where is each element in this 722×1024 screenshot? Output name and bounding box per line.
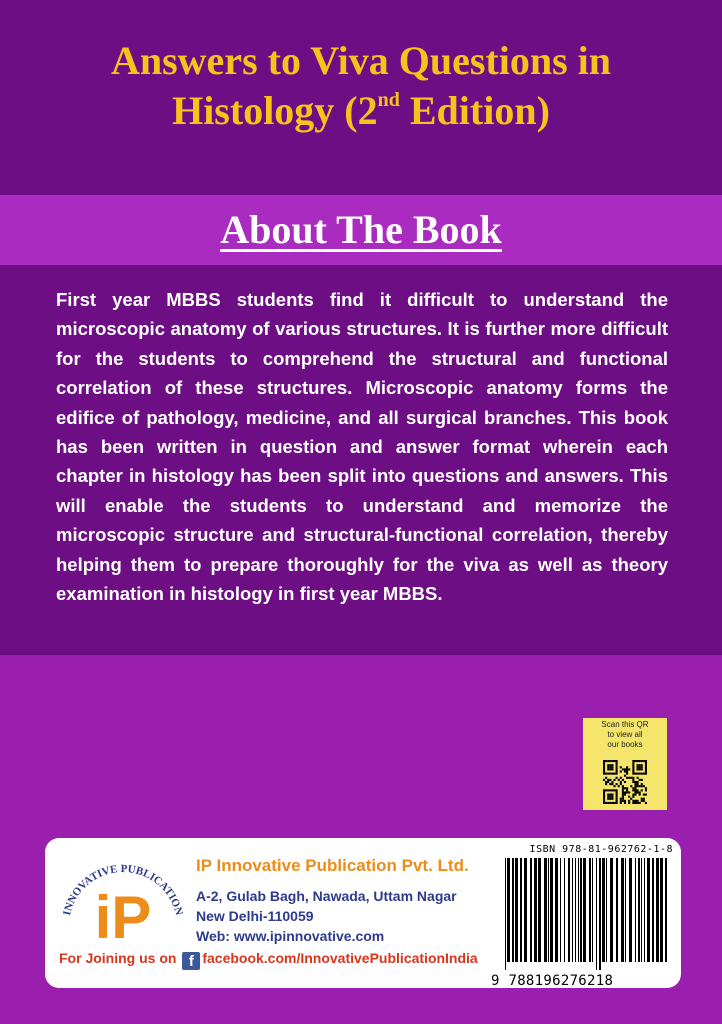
qr-module [616, 768, 618, 770]
barcode-bar [575, 858, 576, 962]
qr-module [618, 785, 620, 787]
qr-module [641, 779, 643, 781]
qr-module [632, 773, 634, 775]
qr-module [639, 760, 641, 762]
barcode-bar [520, 858, 522, 962]
qr-module [620, 802, 622, 804]
qr-module [643, 798, 645, 800]
facebook-link[interactable]: facebook.com/InnovativePublicationIndia [202, 950, 478, 966]
qr-module [634, 800, 636, 802]
facebook-icon[interactable]: f [182, 952, 200, 970]
qr-module [634, 789, 636, 791]
qr-module [630, 798, 632, 800]
qr-module [637, 777, 639, 779]
qr-module [641, 789, 643, 791]
qr-module [632, 777, 634, 779]
qr-module [628, 791, 630, 793]
qr-module [620, 770, 622, 772]
qr-module [637, 773, 639, 775]
qr-module [645, 768, 647, 770]
qr-module [632, 770, 634, 772]
qr-module [611, 796, 613, 798]
qr-module [630, 777, 632, 779]
qr-module [611, 798, 613, 800]
qr-module [645, 773, 647, 775]
publisher-address [196, 886, 457, 946]
qr-module [609, 768, 611, 770]
qr-module [624, 770, 626, 772]
qr-module [609, 764, 611, 766]
qr-module [622, 800, 624, 802]
barcode-bar [583, 858, 586, 962]
qr-module [622, 794, 624, 796]
qr-module [626, 777, 628, 779]
qr-caption [583, 720, 667, 750]
qr-module [624, 802, 626, 804]
qr-module [603, 802, 605, 804]
qr-module [637, 760, 639, 762]
isbn-barcode [491, 844, 673, 989]
qr-module [613, 760, 615, 762]
qr-module [637, 800, 639, 802]
qr-module [603, 760, 605, 762]
qr-module [607, 802, 609, 804]
qr-module [611, 802, 613, 804]
publisher-panel [45, 838, 681, 988]
qr-caption-line: our books [607, 740, 643, 749]
qr-module [639, 794, 641, 796]
qr-module [611, 789, 613, 791]
qr-module [609, 789, 611, 791]
qr-module [634, 802, 636, 804]
barcode-bar [505, 858, 506, 970]
qr-module [607, 794, 609, 796]
barcode-bar [656, 858, 659, 962]
qr-module [616, 800, 618, 802]
barcode-bar [641, 858, 642, 962]
qr-module [637, 766, 639, 768]
qr-module [620, 783, 622, 785]
qr-module [639, 773, 641, 775]
publisher-logo-icon [55, 846, 190, 946]
qr-module [616, 796, 618, 798]
barcode-bar [555, 858, 558, 962]
barcode-bar [629, 858, 632, 962]
qr-module [613, 773, 615, 775]
barcode-bar [599, 858, 601, 970]
qr-module [603, 762, 605, 764]
qr-module [616, 770, 618, 772]
publisher-name: IP Innovative Publication Pvt. Ltd. [196, 856, 469, 875]
qr-module [611, 781, 613, 783]
qr-module [611, 760, 613, 762]
barcode-bar [568, 858, 570, 962]
barcode-bar [592, 858, 593, 962]
barcode-bar [625, 858, 626, 962]
qr-module [634, 760, 636, 762]
qr-module [637, 785, 639, 787]
qr-module [634, 781, 636, 783]
qr-module [603, 779, 605, 781]
qr-module [641, 764, 643, 766]
qr-module [645, 794, 647, 796]
qr-module [616, 783, 618, 785]
qr-module [632, 779, 634, 781]
qr-module [634, 794, 636, 796]
barcode-bar [665, 858, 667, 962]
qr-module [622, 796, 624, 798]
qr-module [624, 800, 626, 802]
qr-module [613, 789, 615, 791]
qr-box [583, 718, 667, 810]
logo-mark: iP [94, 884, 152, 946]
barcode-bar [512, 858, 514, 962]
qr-module [628, 802, 630, 804]
qr-caption-line: to view all [607, 730, 643, 739]
qr-module [603, 770, 605, 772]
qr-module [643, 773, 645, 775]
barcode-bar [507, 858, 510, 962]
qr-module [622, 785, 624, 787]
isbn-label: ISBN 978-81-962762-1-8 [529, 844, 673, 855]
qr-module [630, 785, 632, 787]
qr-module [616, 760, 618, 762]
barcode-bar [635, 858, 636, 962]
qr-module [639, 802, 641, 804]
qr-module [611, 783, 613, 785]
qr-module [641, 798, 643, 800]
barcode-bar [544, 858, 547, 962]
qr-module [634, 787, 636, 789]
qr-module [605, 773, 607, 775]
qr-module [626, 766, 628, 768]
qr-module [607, 760, 609, 762]
book-description: First year MBBS students find it difficult to understand the microscopic anatomy of various structures. It is further more difficult for the students to comprehend the structural and functional correlation of these structures. Microscopic anatomy forms the edifice of pathology, medicine, and all surgical branches. This book has been written in question and answer format wherein each chapter in histology has been split into questions and answers. This will enable the students to understand and memorize the microscopic structure and structural-functional correlation, thereby helping them to prepare thoroughly for the viva as well as theory examination in histology in first year MBBS. [56, 289, 668, 605]
qr-module [637, 764, 639, 766]
qr-module [620, 798, 622, 800]
qr-module [609, 766, 611, 768]
qr-module [620, 766, 622, 768]
qr-module [622, 787, 624, 789]
qr-module [645, 760, 647, 762]
qr-module [628, 768, 630, 770]
qr-module [632, 766, 634, 768]
qr-module [603, 789, 605, 791]
qr-module [607, 764, 609, 766]
barcode-bar [550, 858, 553, 962]
qr-module [628, 777, 630, 779]
barcode-bars [491, 858, 673, 970]
qr-module [613, 785, 615, 787]
qr-code-icon[interactable] [603, 760, 647, 804]
barcode-bar [644, 858, 645, 962]
qr-module [624, 787, 626, 789]
barcode-bar [560, 858, 561, 962]
qr-module [620, 781, 622, 783]
qr-module [620, 777, 622, 779]
qr-module [607, 781, 609, 783]
qr-module [622, 798, 624, 800]
qr-module [616, 777, 618, 779]
qr-module [641, 783, 643, 785]
qr-module [603, 766, 605, 768]
qr-module [643, 785, 645, 787]
qr-module [641, 773, 643, 775]
qr-module [624, 781, 626, 783]
barcode-bar [596, 858, 597, 970]
qr-module [616, 789, 618, 791]
qr-module [603, 798, 605, 800]
qr-module [616, 773, 618, 775]
qr-module [616, 798, 618, 800]
qr-module [637, 791, 639, 793]
qr-module [645, 770, 647, 772]
qr-module [632, 760, 634, 762]
barcode-bar [616, 858, 618, 962]
qr-module [634, 785, 636, 787]
qr-module [641, 768, 643, 770]
qr-module [611, 768, 613, 770]
qr-module [620, 800, 622, 802]
title-superscript: nd [377, 89, 400, 111]
qr-module [609, 773, 611, 775]
barcode-bar [638, 858, 640, 962]
qr-module [645, 789, 647, 791]
qr-module [641, 760, 643, 762]
qr-module [641, 800, 643, 802]
qr-module [637, 789, 639, 791]
qr-module [609, 798, 611, 800]
barcode-bar [524, 858, 527, 962]
barcode-bar [589, 858, 591, 962]
qr-module [605, 802, 607, 804]
barcode-bar [530, 858, 532, 962]
qr-module [632, 787, 634, 789]
qr-module [637, 781, 639, 783]
qr-module [632, 789, 634, 791]
description-panel [0, 265, 722, 655]
qr-module [628, 800, 630, 802]
qr-module [624, 775, 626, 777]
logo-ring-text-path: INNOVATIVE PUBLICATION [61, 862, 185, 917]
title-part: Edition) [399, 88, 550, 133]
qr-module [607, 796, 609, 798]
qr-module [605, 777, 607, 779]
qr-module [643, 794, 645, 796]
qr-module [607, 766, 609, 768]
section-heading: About The Book [220, 207, 502, 252]
barcode-bar [602, 858, 605, 962]
barcode-bar [534, 858, 537, 962]
qr-module [632, 768, 634, 770]
qr-module [637, 768, 639, 770]
qr-module [641, 766, 643, 768]
qr-module [632, 781, 634, 783]
isbn-first-digit: 9 [491, 973, 500, 989]
qr-module [603, 796, 605, 798]
qr-module [603, 794, 605, 796]
qr-module [607, 789, 609, 791]
qr-module [626, 791, 628, 793]
qr-module [618, 779, 620, 781]
barcode-bar [610, 858, 613, 962]
qr-module [622, 768, 624, 770]
isbn-group1: 788196 [508, 973, 561, 989]
qr-module [626, 770, 628, 772]
qr-module [607, 773, 609, 775]
barcode-bar [578, 858, 579, 962]
barcode-bar [580, 858, 582, 962]
qr-module [613, 802, 615, 804]
qr-module [616, 766, 618, 768]
barcode-bar [660, 858, 663, 962]
qr-module [616, 764, 618, 766]
address-line: A-2, Gulab Bagh, Nawada, Uttam Nagar [196, 888, 457, 904]
qr-module [632, 764, 634, 766]
qr-module [609, 760, 611, 762]
qr-module [632, 796, 634, 798]
isbn-group2: 276218 [560, 973, 614, 989]
barcode-bar [606, 858, 607, 962]
title-part: Histology (2 [172, 88, 378, 133]
book-title [0, 36, 722, 136]
qr-module [639, 779, 641, 781]
qr-module [605, 760, 607, 762]
qr-module [632, 800, 634, 802]
qr-module [603, 768, 605, 770]
qr-module [603, 773, 605, 775]
qr-module [609, 796, 611, 798]
qr-module [626, 773, 628, 775]
qr-module [613, 779, 615, 781]
qr-module [611, 766, 613, 768]
qr-module [616, 794, 618, 796]
qr-module [622, 789, 624, 791]
qr-module [605, 789, 607, 791]
qr-module [611, 773, 613, 775]
qr-module [639, 785, 641, 787]
qr-module [607, 798, 609, 800]
barcode-bar [515, 858, 518, 962]
barcode-bar [572, 858, 573, 962]
qr-module [603, 764, 605, 766]
book-title-line1: Answers to Viva Questions in [110, 38, 612, 83]
qr-module [643, 800, 645, 802]
qr-module [605, 781, 607, 783]
qr-module [622, 791, 624, 793]
qr-module [609, 802, 611, 804]
barcode-bar [647, 858, 650, 962]
qr-module [632, 762, 634, 764]
qr-module [624, 768, 626, 770]
barcode-bar [538, 858, 541, 962]
barcode-bar [621, 858, 624, 962]
qr-module [645, 764, 647, 766]
qr-module [639, 791, 641, 793]
qr-module [637, 783, 639, 785]
qr-module [626, 768, 628, 770]
qr-module [607, 779, 609, 781]
qr-module [616, 791, 618, 793]
qr-module [626, 789, 628, 791]
social-join-line [59, 950, 478, 970]
qr-module [645, 787, 647, 789]
qr-module [645, 802, 647, 804]
qr-module [634, 791, 636, 793]
qr-module [634, 773, 636, 775]
qr-module [637, 802, 639, 804]
qr-module [634, 783, 636, 785]
qr-module [609, 783, 611, 785]
qr-module [632, 802, 634, 804]
qr-module [603, 791, 605, 793]
qr-module [639, 768, 641, 770]
qr-module [616, 762, 618, 764]
barcode-bar [548, 858, 549, 962]
qr-module [603, 800, 605, 802]
qr-module [611, 764, 613, 766]
qr-module [639, 764, 641, 766]
qr-module [605, 783, 607, 785]
qr-module [632, 794, 634, 796]
isbn-digits [491, 973, 673, 989]
address-line: New Delhi-110059 [196, 908, 314, 924]
qr-module [622, 779, 624, 781]
qr-module [624, 794, 626, 796]
qr-module [645, 766, 647, 768]
qr-module [609, 794, 611, 796]
qr-module [643, 760, 645, 762]
qr-module [641, 785, 643, 787]
publisher-web[interactable]: Web: www.ipinnovative.com [196, 928, 385, 944]
qr-module [639, 766, 641, 768]
qr-module [628, 796, 630, 798]
barcode-bar [652, 858, 654, 962]
book-title-line2 [0, 86, 722, 136]
qr-module [624, 791, 626, 793]
barcode-bar [564, 858, 565, 962]
join-label: For Joining us on [59, 950, 177, 966]
qr-caption-line: Scan this QR [601, 720, 649, 729]
qr-module [611, 794, 613, 796]
qr-module [609, 779, 611, 781]
qr-module [607, 768, 609, 770]
qr-module [616, 802, 618, 804]
qr-module [645, 762, 647, 764]
qr-module [626, 787, 628, 789]
